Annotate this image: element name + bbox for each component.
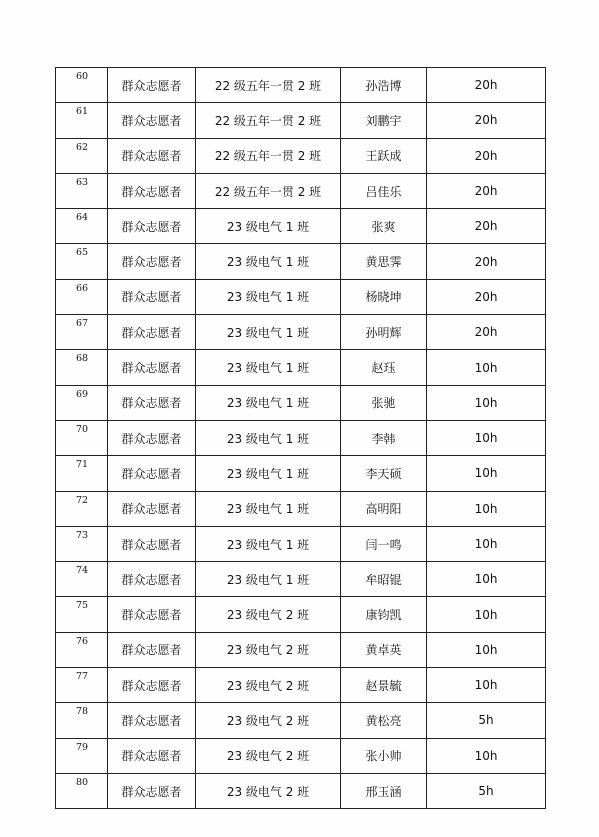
service-hours: 20h xyxy=(427,138,546,173)
class-name: 22 级五年一贯 2 班 xyxy=(196,68,341,103)
table-row xyxy=(56,738,546,773)
volunteer-role: 群众志愿者 xyxy=(108,562,196,597)
volunteer-role: 群众志愿者 xyxy=(108,738,196,773)
service-hours: 10h xyxy=(427,738,546,773)
table-row xyxy=(56,773,546,808)
service-hours: 20h xyxy=(427,173,546,208)
table-row xyxy=(56,562,546,597)
table-row xyxy=(56,209,546,244)
volunteer-role: 群众志愿者 xyxy=(108,244,196,279)
table-row xyxy=(56,668,546,703)
volunteer-role: 群众志愿者 xyxy=(108,385,196,420)
row-number: 80 xyxy=(56,773,108,808)
row-number: 62 xyxy=(56,138,108,173)
table-row xyxy=(56,491,546,526)
class-name: 23 级电气 1 班 xyxy=(196,456,341,491)
student-name: 张驰 xyxy=(341,385,427,420)
class-name: 23 级电气 2 班 xyxy=(196,597,341,632)
student-name: 赵珏 xyxy=(341,350,427,385)
volunteer-role: 群众志愿者 xyxy=(108,420,196,455)
class-name: 23 级电气 1 班 xyxy=(196,385,341,420)
student-name: 黄卓英 xyxy=(341,632,427,667)
service-hours: 10h xyxy=(427,562,546,597)
student-name: 杨晓坤 xyxy=(341,279,427,314)
row-number: 74 xyxy=(56,562,108,597)
volunteer-role: 群众志愿者 xyxy=(108,138,196,173)
service-hours: 5h xyxy=(427,773,546,808)
student-name: 孙浩博 xyxy=(341,68,427,103)
student-name: 高明阳 xyxy=(341,491,427,526)
volunteer-role: 群众志愿者 xyxy=(108,703,196,738)
volunteer-role: 群众志愿者 xyxy=(108,491,196,526)
student-name: 闫一鸣 xyxy=(341,526,427,561)
row-number: 75 xyxy=(56,597,108,632)
volunteer-role: 群众志愿者 xyxy=(108,456,196,491)
row-number: 61 xyxy=(56,103,108,138)
row-number: 63 xyxy=(56,173,108,208)
volunteer-role: 群众志愿者 xyxy=(108,350,196,385)
row-number: 60 xyxy=(56,68,108,103)
service-hours: 20h xyxy=(427,244,546,279)
class-name: 23 级电气 2 班 xyxy=(196,668,341,703)
student-name: 张小帅 xyxy=(341,738,427,773)
student-name: 刘鹏宇 xyxy=(341,103,427,138)
service-hours: 10h xyxy=(427,668,546,703)
student-name: 赵景毓 xyxy=(341,668,427,703)
class-name: 23 级电气 1 班 xyxy=(196,420,341,455)
table-row xyxy=(56,350,546,385)
table-row xyxy=(56,420,546,455)
service-hours: 10h xyxy=(427,385,546,420)
class-name: 23 级电气 1 班 xyxy=(196,350,341,385)
volunteer-role: 群众志愿者 xyxy=(108,279,196,314)
row-number: 65 xyxy=(56,244,108,279)
class-name: 23 级电气 2 班 xyxy=(196,773,341,808)
volunteer-role: 群众志愿者 xyxy=(108,173,196,208)
table-row xyxy=(56,385,546,420)
table-row xyxy=(56,138,546,173)
class-name: 23 级电气 1 班 xyxy=(196,209,341,244)
table-row xyxy=(56,173,546,208)
student-name: 吕佳乐 xyxy=(341,173,427,208)
student-name: 孙明辉 xyxy=(341,315,427,350)
row-number: 71 xyxy=(56,456,108,491)
class-name: 22 级五年一贯 2 班 xyxy=(196,103,341,138)
class-name: 23 级电气 1 班 xyxy=(196,526,341,561)
row-number: 76 xyxy=(56,632,108,667)
table-row xyxy=(56,244,546,279)
class-name: 22 级五年一贯 2 班 xyxy=(196,173,341,208)
student-name: 李韩 xyxy=(341,420,427,455)
student-name: 张爽 xyxy=(341,209,427,244)
row-number: 78 xyxy=(56,703,108,738)
table-row xyxy=(56,315,546,350)
service-hours: 20h xyxy=(427,279,546,314)
class-name: 23 级电气 1 班 xyxy=(196,279,341,314)
class-name: 23 级电气 2 班 xyxy=(196,703,341,738)
service-hours: 5h xyxy=(427,703,546,738)
service-hours: 10h xyxy=(427,632,546,667)
table-row xyxy=(56,526,546,561)
table-row xyxy=(56,597,546,632)
table-body xyxy=(56,68,546,809)
table-row xyxy=(56,632,546,667)
row-number: 64 xyxy=(56,209,108,244)
class-name: 23 级电气 1 班 xyxy=(196,244,341,279)
volunteer-role: 群众志愿者 xyxy=(108,68,196,103)
student-name: 黄松亮 xyxy=(341,703,427,738)
volunteer-role: 群众志愿者 xyxy=(108,773,196,808)
student-name: 王跃成 xyxy=(341,138,427,173)
volunteer-role: 群众志愿者 xyxy=(108,597,196,632)
table-row xyxy=(56,703,546,738)
service-hours: 20h xyxy=(427,103,546,138)
volunteer-role: 群众志愿者 xyxy=(108,103,196,138)
row-number: 73 xyxy=(56,526,108,561)
student-name: 李天硕 xyxy=(341,456,427,491)
service-hours: 20h xyxy=(427,68,546,103)
class-name: 23 级电气 1 班 xyxy=(196,315,341,350)
class-name: 23 级电气 2 班 xyxy=(196,632,341,667)
table-row xyxy=(56,279,546,314)
volunteer-hours-table xyxy=(55,67,546,809)
service-hours: 10h xyxy=(427,350,546,385)
class-name: 23 级电气 1 班 xyxy=(196,562,341,597)
row-number: 70 xyxy=(56,420,108,455)
row-number: 79 xyxy=(56,738,108,773)
service-hours: 20h xyxy=(427,209,546,244)
table-row xyxy=(56,68,546,103)
row-number: 66 xyxy=(56,279,108,314)
table-row xyxy=(56,456,546,491)
class-name: 22 级五年一贯 2 班 xyxy=(196,138,341,173)
row-number: 77 xyxy=(56,668,108,703)
service-hours: 10h xyxy=(427,456,546,491)
row-number: 72 xyxy=(56,491,108,526)
row-number: 68 xyxy=(56,350,108,385)
class-name: 23 级电气 2 班 xyxy=(196,738,341,773)
volunteer-role: 群众志愿者 xyxy=(108,632,196,667)
volunteer-role: 群众志愿者 xyxy=(108,315,196,350)
service-hours: 20h xyxy=(427,315,546,350)
row-number: 67 xyxy=(56,315,108,350)
student-name: 黄思霁 xyxy=(341,244,427,279)
volunteer-role: 群众志愿者 xyxy=(108,668,196,703)
service-hours: 10h xyxy=(427,526,546,561)
table-row xyxy=(56,103,546,138)
row-number: 69 xyxy=(56,385,108,420)
student-name: 康钧凯 xyxy=(341,597,427,632)
service-hours: 10h xyxy=(427,491,546,526)
volunteer-role: 群众志愿者 xyxy=(108,209,196,244)
class-name: 23 级电气 1 班 xyxy=(196,491,341,526)
service-hours: 10h xyxy=(427,420,546,455)
student-name: 邢玉涵 xyxy=(341,773,427,808)
volunteer-role: 群众志愿者 xyxy=(108,526,196,561)
student-name: 牟昭锟 xyxy=(341,562,427,597)
service-hours: 10h xyxy=(427,597,546,632)
